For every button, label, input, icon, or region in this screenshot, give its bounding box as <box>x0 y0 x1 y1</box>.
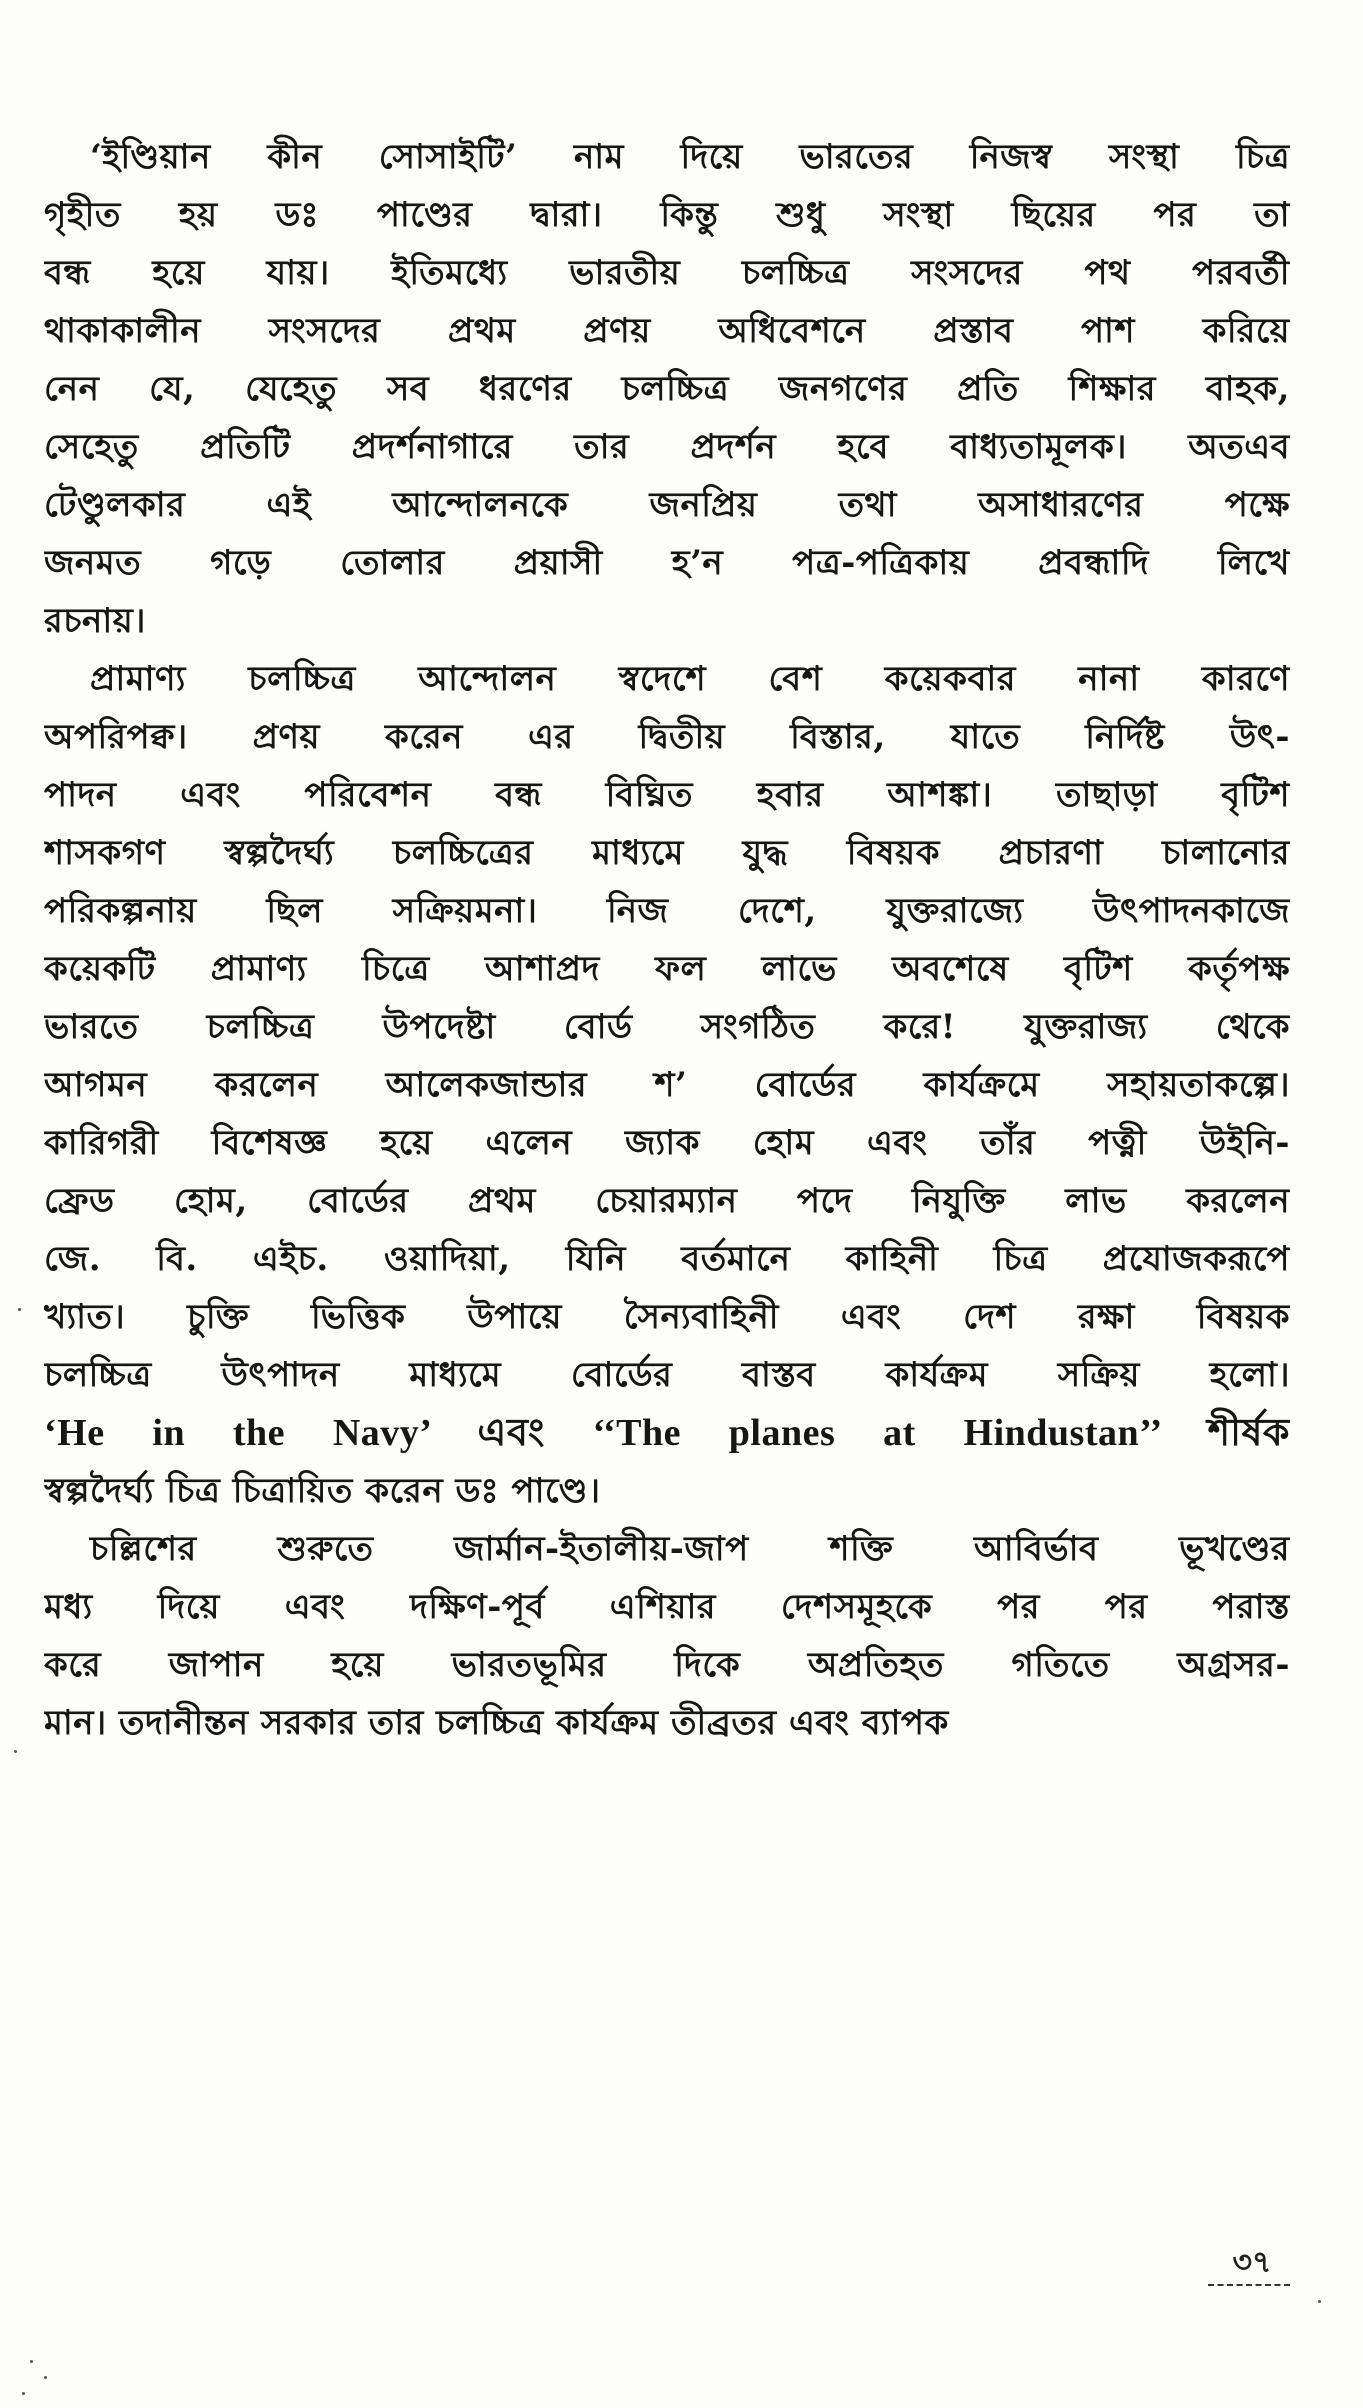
text-line: খ্যাত। চুক্তি ভিত্তিক উপায়ে সৈন্যবাহিনী এবং দেশ রক্ষা বিষয়ক <box>44 1297 1290 1337</box>
paragraph-1 <box>44 128 1290 650</box>
text-line: গৃহীত হয় ডঃ পাণ্ডের দ্বারা। কিন্তু শুধু সংস্থা ছিয়ের পর তা <box>44 195 1290 235</box>
text-line: ফ্রেড হোম, বোর্ডের প্রথম চেয়ারম্যান পদে নিযুক্তি লাভ করলেন <box>44 1181 1290 1221</box>
text-line: পাদন এবং পরিবেশন বন্ধ বিঘ্নিত হবার আশঙ্কা। তাছাড়া বৃটিশ <box>44 775 1290 815</box>
text-line: ‘ইণ্ডিয়ান কীন সোসাইটি’ নাম দিয়ে ভারতের নিজস্ব সংস্থা চিত্র <box>90 137 1290 177</box>
paragraph-2 <box>44 650 1290 1520</box>
page-number: ৩৭ <box>1232 2245 1272 2280</box>
text-line: পরিকল্পনায় ছিল সক্রিয়মনা। নিজ দেশে, যুক্তরাজ্যে উৎপাদনকাজে <box>44 891 1290 931</box>
text-line: প্রামাণ্য চলচ্চিত্র আন্দোলন স্বদেশে বেশ কয়েকবার নানা কারণে <box>90 659 1290 699</box>
page-number-underline <box>1208 2284 1290 2286</box>
text-line: টেণ্ডুলকার এই আন্দোলনকে জনপ্রিয় তথা অসাধারণের পক্ষে <box>44 485 1290 525</box>
text-line: কারিগরী বিশেষজ্ঞ হয়ে এলেন জ্যাক হোম এবং তাঁর পত্নী উইনি- <box>44 1123 1290 1163</box>
text-line: সেহেতু প্রতিটি প্রদর্শনাগারে তার প্রদর্শন হবে বাধ্যতামূলক। অতএব <box>44 427 1290 467</box>
text-line: ভারতে চলচ্চিত্র উপদেষ্টা বোর্ড সংগঠিত করে! যুক্তরাজ্য থেকে <box>44 1007 1290 1047</box>
text-line: করে জাপান হয়ে ভারতভূমির দিকে অপ্রতিহত গতিতে অগ্রসর- <box>44 1645 1290 1685</box>
text-line: রচনায়। <box>44 601 146 641</box>
scan-speck <box>1318 2300 1321 2303</box>
text-line: থাকাকালীন সংসদের প্রথম প্রণয় অধিবেশনে প্রস্তাব পাশ করিয়ে <box>44 311 1290 351</box>
text-line: অপরিপক্ব। প্রণয় করেন এর দ্বিতীয় বিস্তার, যাতে নির্দিষ্ট উৎ- <box>44 717 1290 757</box>
scan-speck <box>14 1750 17 1753</box>
text-line: ‘He in the Navy’ এবং ‘‘The planes at Hindustan’’ শীর্ষক <box>44 1412 1290 1454</box>
text-line: আগমন করলেন আলেকজান্ডার শ’ বোর্ডের কার্যক্রমে সহায়তাকল্পে। <box>44 1065 1290 1105</box>
text-line: চল্লিশের শুরুতে জার্মান-ইতালীয়-জাপ শক্তি আবির্ভাব ভূখণ্ডের <box>90 1529 1290 1569</box>
text-line: স্বল্পদৈর্ঘ্য চিত্র চিত্রায়িত করেন ডঃ পাণ্ডে। <box>44 1471 601 1511</box>
text-line: শাসকগণ স্বল্পদৈর্ঘ্য চলচ্চিত্রের মাধ্যমে যুদ্ধ বিষয়ক প্রচারণা চালানোর <box>44 833 1290 873</box>
page-text <box>44 128 1290 1752</box>
text-line: জনমত গড়ে তোলার প্রয়াসী হ’ন পত্র-পত্রিকায় প্রবন্ধাদি লিখে <box>44 543 1290 583</box>
text-line: জে. বি. এইচ. ওয়াদিয়া, যিনি বর্তমানে কাহিনী চিত্র প্রযোজকরূপে <box>44 1239 1290 1279</box>
text-line: মধ্য দিয়ে এবং দক্ষিণ-পূর্ব এশিয়ার দেশসমূহকে পর পর পরাস্ত <box>44 1587 1290 1627</box>
paragraph-3 <box>44 1520 1290 1752</box>
scan-speck <box>22 2392 25 2395</box>
text-line: মান। তদানীন্তন সরকার তার চলচ্চিত্র কার্যক্রম তীব্রতর এবং ব্যাপক <box>44 1703 949 1743</box>
scan-speck <box>44 2376 47 2379</box>
text-line: কয়েকটি প্রামাণ্য চিত্রে আশাপ্রদ ফল লাভে অবশেষে বৃটিশ কর্তৃপক্ষ <box>44 949 1290 989</box>
text-line: নেন যে, যেহেতু সব ধরণের চলচ্চিত্র জনগণের প্রতি শিক্ষার বাহক, <box>44 369 1290 409</box>
scan-speck <box>18 1308 21 1311</box>
text-line: চলচ্চিত্র উৎপাদন মাধ্যমে বোর্ডের বাস্তব কার্যক্রম সক্রিয় হলো। <box>44 1355 1290 1395</box>
text-line: বন্ধ হয়ে যায়। ইতিমধ্যে ভারতীয় চলচ্চিত্র সংসদের পথ পরবর্তী <box>44 253 1290 293</box>
scan-speck <box>30 2360 33 2363</box>
